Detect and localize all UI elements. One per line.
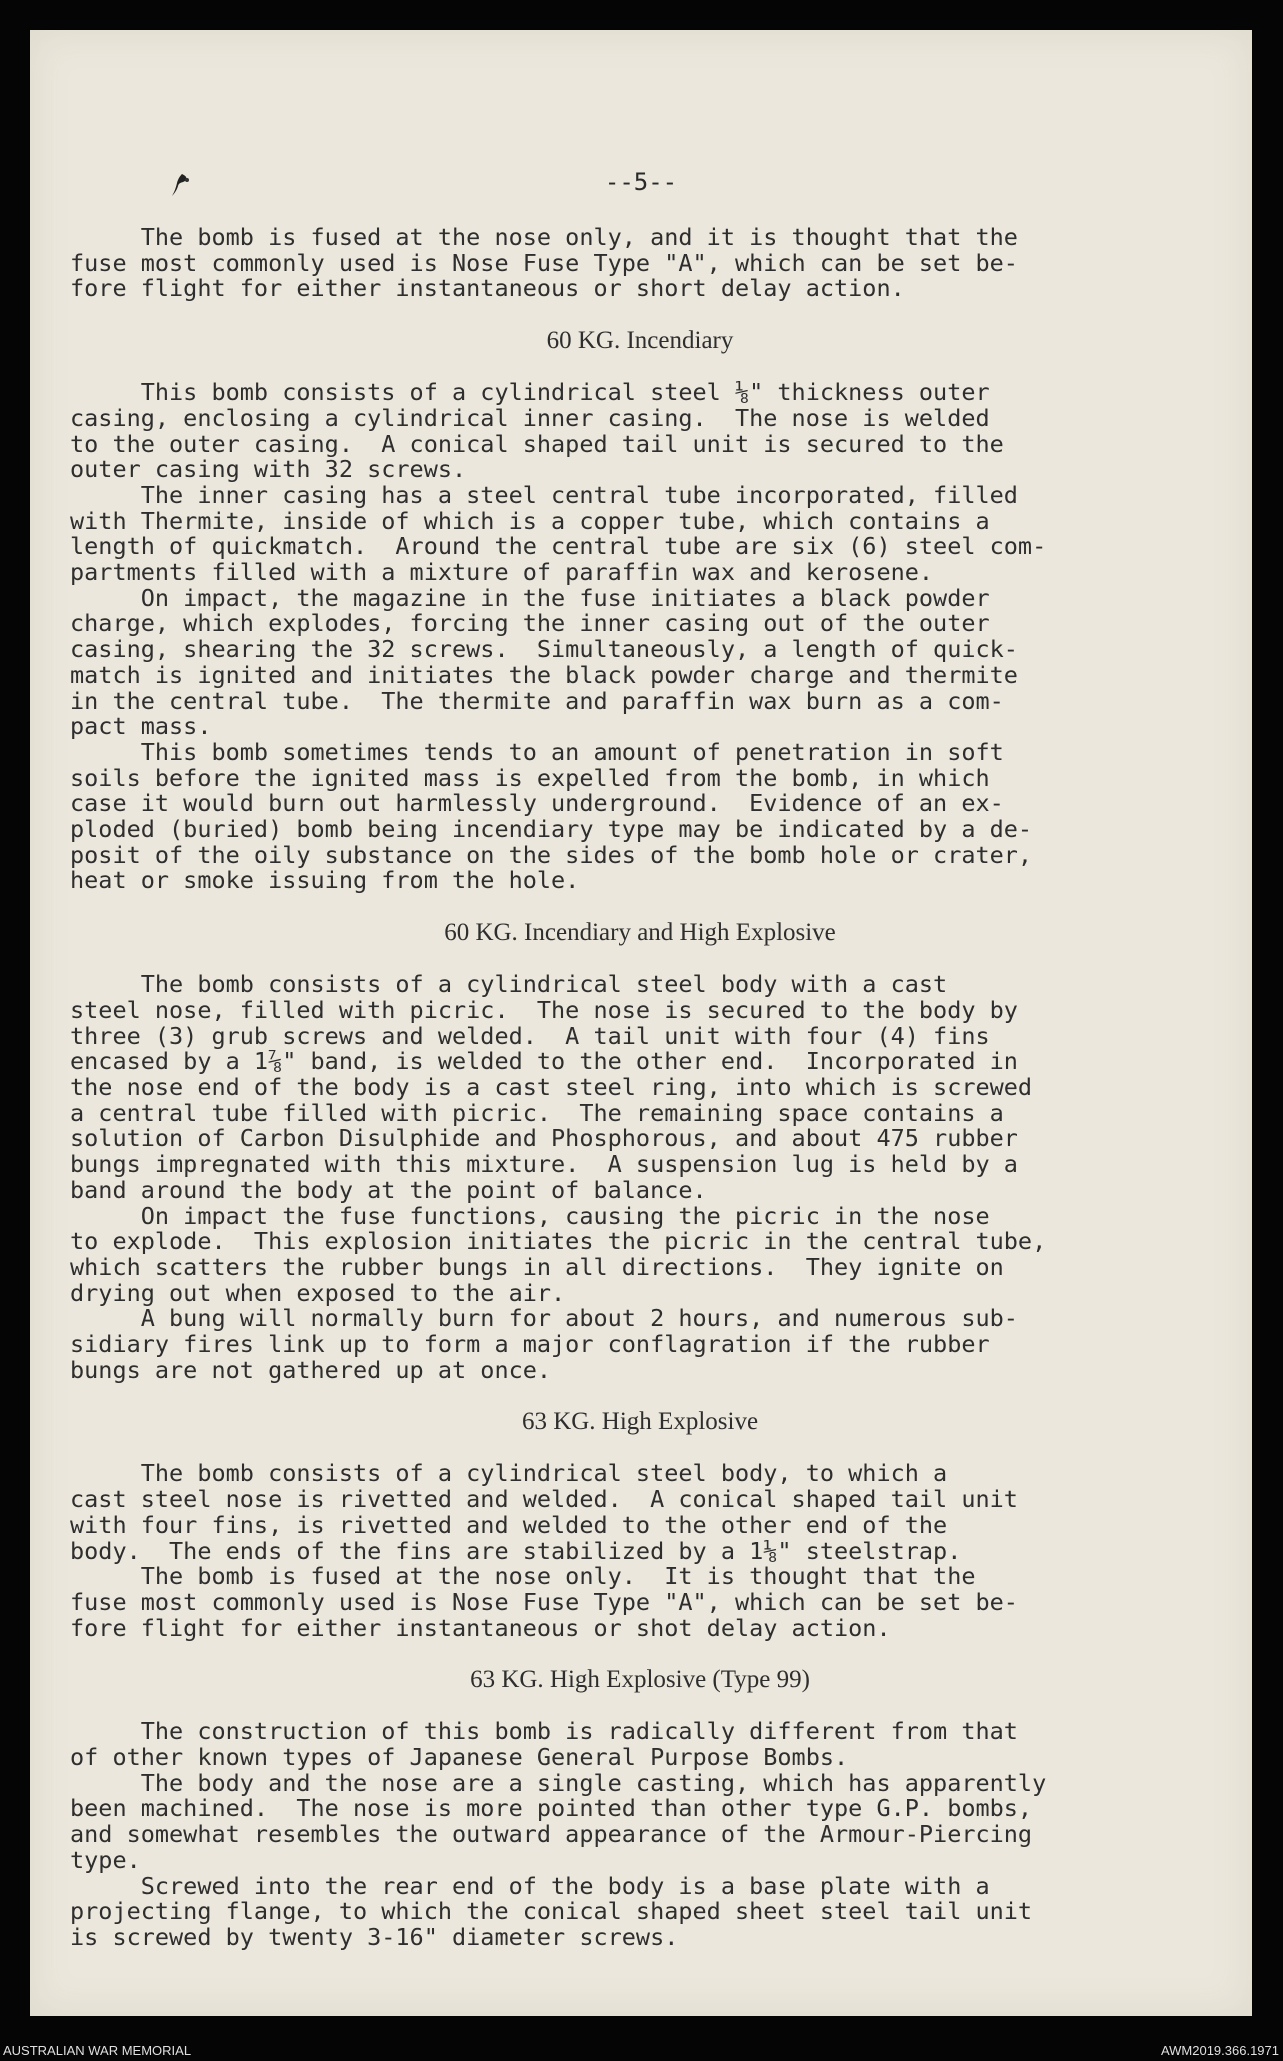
page-number: --5-- [604,168,678,196]
heading-63kg-he: 63 KG. High Explosive [521,1408,759,1436]
footer-accession-number: AWM2019.366.1971 [1160,2043,1279,2058]
paragraph-63kg-he: The bomb consists of a cylindrical steel body, to which a cast steel nose is rivetted and welded. A conical shaped tail unit with four fins, is rivetted and welded to the other end of the body. The ends of the fins are stabilized by a 1⅛" steelstrap. The bomb is fused at the nose only. It is thought that the fuse most commonly used is Nose Fuse Type "A", which can be set be- fore flight for either instantaneous or shot delay action. [70,1459,1018,1642]
document-page [30,30,1252,2016]
paragraph-60kg-incendiary-he: The bomb consists of a cylindrical steel body with a cast steel nose, filled with picric. The nose is secured to the body by three (3) grub screws and welded. A tail unit with four (4) fins encased by a 1⅞" band, is welded to the other end. Incorporated in the nose end of the body is a cast steel ring, into which is screwed a central tube filled with picric. The remaining space contains a solution of Carbon Disulphide and Phosphorous, and about 475 rubber bungs impregnated with this mixture. A suspension lug is held by a band around the body at the point of balance. On impact the fuse functions, causing the picric in the nose to explode. This explosion initiates the picric in the central tube, which scatters the rubber bungs in all directions. They ignite on drying out when exposed to the air. A bung will normally burn for about 2 hours, and numerous sub- sidiary fires link up to form a major conflagration if the rubber bungs are not gathered up at once. [70,970,1047,1384]
heading-60kg-incendiary: 60 KG. Incendiary [546,327,734,355]
paragraph-fuse-intro: The bomb is fused at the nose only, and it is thought that the fuse most commonly used is Nose Fuse Type "A", which can be set be- fore flight for either instantaneous or short delay action. [70,223,1018,303]
paragraph-63kg-he-type99: The construction of this bomb is radically different from that of other known types of Japanese General Purpose Bombs. The body and the nose are a single casting, which has apparently been machined. The nose is more pointed than other type G.P. bombs, and somewhat resembles the outward appearance of the Armour-Piercing type. Screwed into the rear end of the body is a base plate with a projecting flange, to which the conical shaped sheet steel tail unit is screwed by twenty 3-16" diameter screws. [70,1717,1047,1951]
heading-60kg-incendiary-he: 60 KG. Incendiary and High Explosive [444,919,836,947]
heading-63kg-he-type99: 63 KG. High Explosive (Type 99) [470,1666,810,1694]
document-body [70,225,1210,1951]
archive-footer [0,2037,1283,2061]
paragraph-60kg-incendiary: This bomb consists of a cylindrical steel ⅛" thickness outer casing, enclosing a cylindrical inner casing. The nose is welded to the outer casing. A conical shaped tail unit is secured to the outer casing with 32 screws. The inner casing has a steel central tube incorporated, filled with Thermite, inside of which is a copper tube, which contains a length of quickmatch. Around the central tube are six (6) steel com- partments filled with a mixture of paraffin wax and kerosene. On impact, the magazine in the fuse initiates a black powder charge, which explodes, forcing the inner casing out of the outer casing, shearing the 32 screws. Simultaneously, a length of quick- match is ignited and initiates the black powder charge and thermite in the central tube. The thermite and paraffin wax burn as a com- pact mass. This bomb sometimes tends to an amount of penetration in soft soils before the ignited mass is expelled from the bomb, in which case it would burn out harmlessly underground. Evidence of an ex- ploded (buried) bomb being incendiary type may be indicated by a de- posit of the oily substance on the sides of the bomb hole or crater, heat or smoke issuing from the hole. [70,378,1047,895]
footer-institution: AUSTRALIAN WAR MEMORIAL [3,2043,192,2058]
